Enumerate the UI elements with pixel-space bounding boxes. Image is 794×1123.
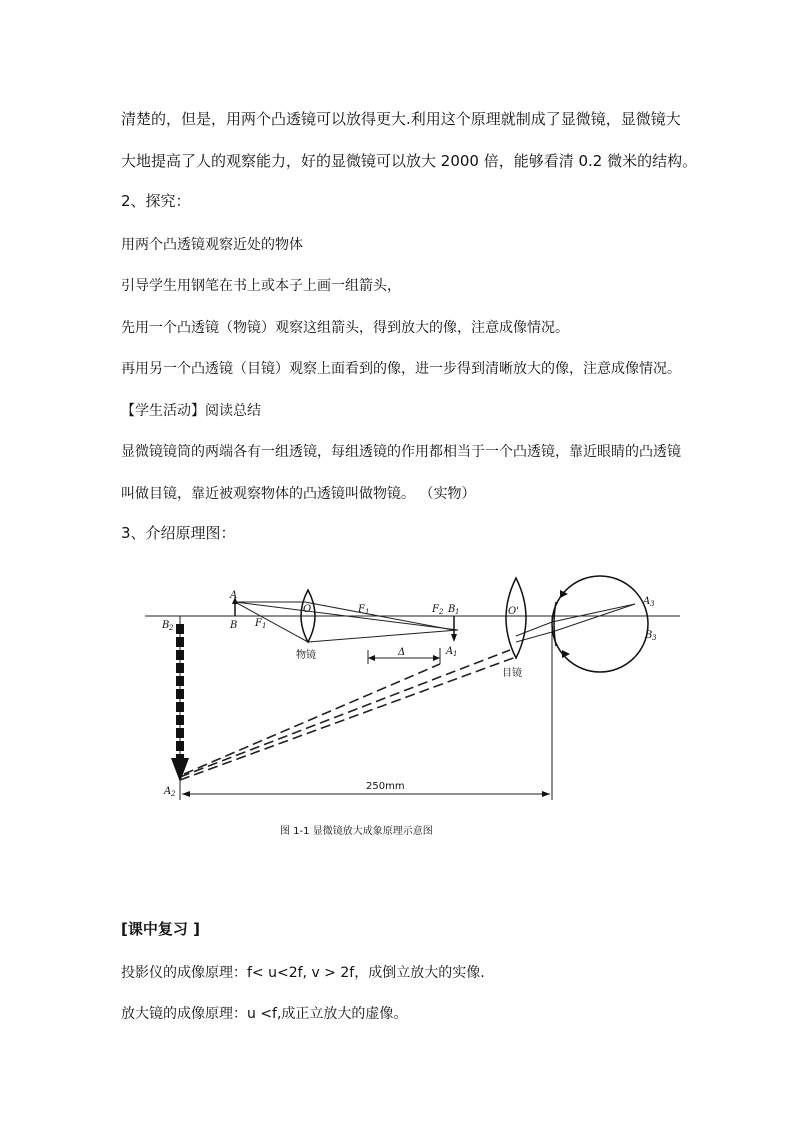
svg-text:A: A xyxy=(164,786,172,797)
heading-principle: 3、介绍原理图： xyxy=(121,524,236,542)
student-activity-heading: 【学生活动】阅读总结 xyxy=(121,403,261,419)
svg-text:1: 1 xyxy=(262,622,267,630)
eye xyxy=(552,576,651,672)
microscope-diagram xyxy=(140,572,680,852)
svg-text:F: F xyxy=(432,604,439,615)
svg-text:A: A xyxy=(446,646,454,657)
svg-text:B: B xyxy=(645,630,653,641)
svg-text:1: 1 xyxy=(453,650,458,658)
svg-text:O': O' xyxy=(508,606,519,617)
line-10: 叫做目镜，靠近被观察物体的凸透镜叫做物镜。 （实物） xyxy=(121,486,476,502)
review-line-1: 投影仪的成像原理：f< u<2f, v > 2f，成倒立放大的实像. xyxy=(121,965,485,981)
svg-text:Δ: Δ xyxy=(398,647,406,658)
svg-text:F: F xyxy=(255,618,262,629)
svg-text:O: O xyxy=(303,604,312,615)
svg-text:1: 1 xyxy=(365,608,370,616)
review-heading: [课中复习 ] xyxy=(121,920,200,938)
eyepiece-lens xyxy=(506,578,526,658)
line-6: 先用一个凸透镜（物镜）观察这组箭头，得到放大的像，注意成像情况。 xyxy=(121,320,569,336)
svg-text:2: 2 xyxy=(171,790,176,798)
svg-text:B: B xyxy=(230,620,238,631)
line-1: 清楚的，但是，用两个凸透镜可以放得更大.利用这个原理就制成了显微镜，显微镜大 xyxy=(121,110,681,128)
line-7: 再用另一个凸透镜（目镜）观察上面看到的像，进一步得到清晰放大的像，注意成像情况。 xyxy=(121,361,681,377)
svg-text:3: 3 xyxy=(652,634,657,642)
svg-text:B: B xyxy=(162,620,170,631)
figure-caption: 图 1-1 显微镜放大成象原理示意图 xyxy=(280,826,433,837)
svg-text:250mm: 250mm xyxy=(366,781,405,792)
svg-text:物镜: 物镜 xyxy=(296,650,316,661)
svg-text:1: 1 xyxy=(455,608,460,616)
review-line-2: 放大镜的成像原理：u <f,成正立放大的虚像。 xyxy=(121,1006,408,1022)
svg-text:B: B xyxy=(448,604,456,615)
svg-text:目镜: 目镜 xyxy=(502,668,522,679)
svg-text:2: 2 xyxy=(169,624,174,632)
heading-explore: 2、探究： xyxy=(121,192,191,210)
svg-text:3: 3 xyxy=(650,600,655,608)
line-4: 用两个凸透镜观察近处的物体 xyxy=(121,237,303,253)
line-5: 引导学生用钢笔在书上或本子上画一组箭头， xyxy=(121,278,401,294)
svg-text:A: A xyxy=(230,590,238,601)
svg-text:2: 2 xyxy=(439,608,444,616)
line-9: 显微镜镜筒的两端各有一组透镜，每组透镜的作用都相当于一个凸透镜，靠近眼睛的凸透镜 xyxy=(121,444,681,460)
svg-text:A: A xyxy=(643,596,651,607)
svg-text:F: F xyxy=(358,604,365,615)
line-2: 大地提高了人的观察能力，好的显微镜可以放大 2000 倍，能够看清 0.2 微米的结构。 xyxy=(121,152,698,170)
